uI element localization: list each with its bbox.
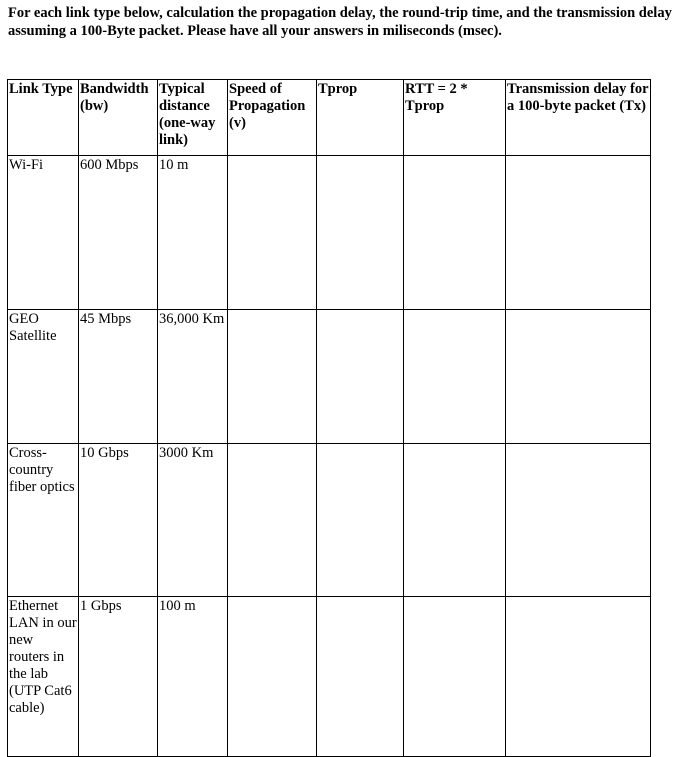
cell-bandwidth: 1 Gbps xyxy=(79,597,158,757)
cell-bandwidth: 45 Mbps xyxy=(79,310,158,444)
header-row xyxy=(8,80,651,156)
cell-speed xyxy=(228,444,317,597)
cell-tprop xyxy=(317,597,404,757)
link-delay-table xyxy=(7,79,651,757)
cell-speed xyxy=(228,597,317,757)
header-bandwidth: Bandwidth (bw) xyxy=(79,80,158,156)
cell-tprop xyxy=(317,156,404,310)
header-speed: Speed of Propagation (v) xyxy=(228,80,317,156)
cell-rtt xyxy=(404,310,506,444)
cell-tx xyxy=(506,444,651,597)
cell-distance: 36,000 Km xyxy=(158,310,228,444)
cell-rtt xyxy=(404,444,506,597)
header-link-type: Link Type xyxy=(8,80,79,156)
instructions-paragraph: For each link type below, calculation the propagation delay, the round-trip time, and the transmission delay assuming a 100-Byte packet. Please have all your answers in miliseconds (msec). xyxy=(8,5,672,39)
table-row-ethernet-lan xyxy=(8,597,651,757)
cell-link-type: Ethernet LAN in our new routers in the lab (UTP Cat6 cable) xyxy=(8,597,79,757)
header-rtt: RTT = 2 * Tprop xyxy=(404,80,506,156)
cell-link-type: Wi-Fi xyxy=(8,156,79,310)
cell-rtt xyxy=(404,156,506,310)
cell-speed xyxy=(228,156,317,310)
header-tx: Transmission delay for a 100-byte packet (Tx) xyxy=(506,80,651,156)
table-row-wifi xyxy=(8,156,651,310)
cell-rtt xyxy=(404,597,506,757)
cell-distance: 100 m xyxy=(158,597,228,757)
cell-link-type: GEO Satellite xyxy=(8,310,79,444)
cell-bandwidth: 600 Mbps xyxy=(79,156,158,310)
table-row-geo-satellite xyxy=(8,310,651,444)
cell-distance: 10 m xyxy=(158,156,228,310)
cell-tx xyxy=(506,597,651,757)
cell-speed xyxy=(228,310,317,444)
cell-bandwidth: 10 Gbps xyxy=(79,444,158,597)
cell-link-type: Cross-country fiber optics xyxy=(8,444,79,597)
cell-tprop xyxy=(317,444,404,597)
cell-tx xyxy=(506,156,651,310)
cell-tprop xyxy=(317,310,404,444)
cell-tx xyxy=(506,310,651,444)
cell-distance: 3000 Km xyxy=(158,444,228,597)
table-row-fiber-optics xyxy=(8,444,651,597)
header-tprop: Tprop xyxy=(317,80,404,156)
header-distance: Typical distance (one-way link) xyxy=(158,80,228,156)
